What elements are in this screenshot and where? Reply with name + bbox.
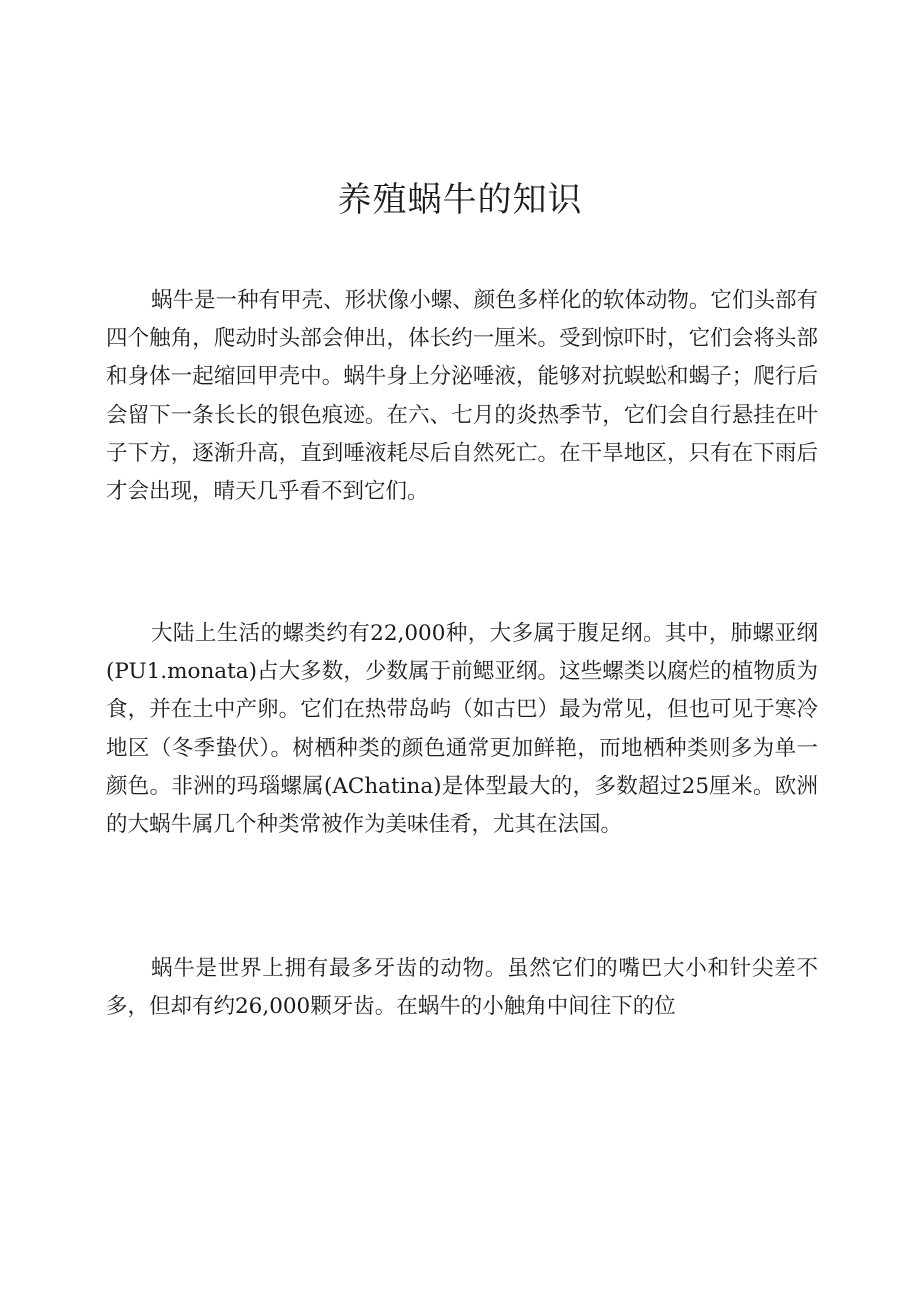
paragraph-snail-teeth: 蜗牛是世界上拥有最多牙齿的动物。虽然它们的嘴巴大小和针尖差不多，但却有约26,000颗牙齿。在蜗牛的小触角中间往下的位 <box>106 956 818 1020</box>
paragraph-snail-description: 蜗牛是一种有甲壳、形状像小螺、颜色多样化的软体动物。它们头部有四个触角，爬动时头部会伸出，体长约一厘米。受到惊吓时，它们会将头部和身体一起缩回甲壳中。蜗牛身上分泌唾液，能够对抗蜈蚣和蝎子；爬行后会留下一条长长的银色痕迹。在六、七月的炎热季节，它们会自行悬挂在叶子下方，逐渐升高，直到唾液耗尽后自然死亡。在干旱地区，只有在下雨后才会出现，晴天几乎看不到它们。 <box>106 288 818 505</box>
document-title: 养殖蜗牛的知识 <box>337 180 583 220</box>
paragraph-land-snail-species: 大陆上生活的螺类约有22,000种，大多属于腹足纲。其中，肺螺亚纲(PU1.monata)占大多数，少数属于前鳃亚纲。这些螺类以腐烂的植物质为食，并在土中产卵。它们在热带岛屿（如古巴）最为常见，但也可见于寒冷地区（冬季蛰伏）。树栖种类的颜色通常更加鲜艳，而地栖种类则多为单一颜色。非洲的玛瑙螺属(AChatina)是体型最大的，多数超过25厘米。欧洲的大蜗牛属几个种类常被作为美味佳肴，尤其在法国。 <box>106 621 818 838</box>
